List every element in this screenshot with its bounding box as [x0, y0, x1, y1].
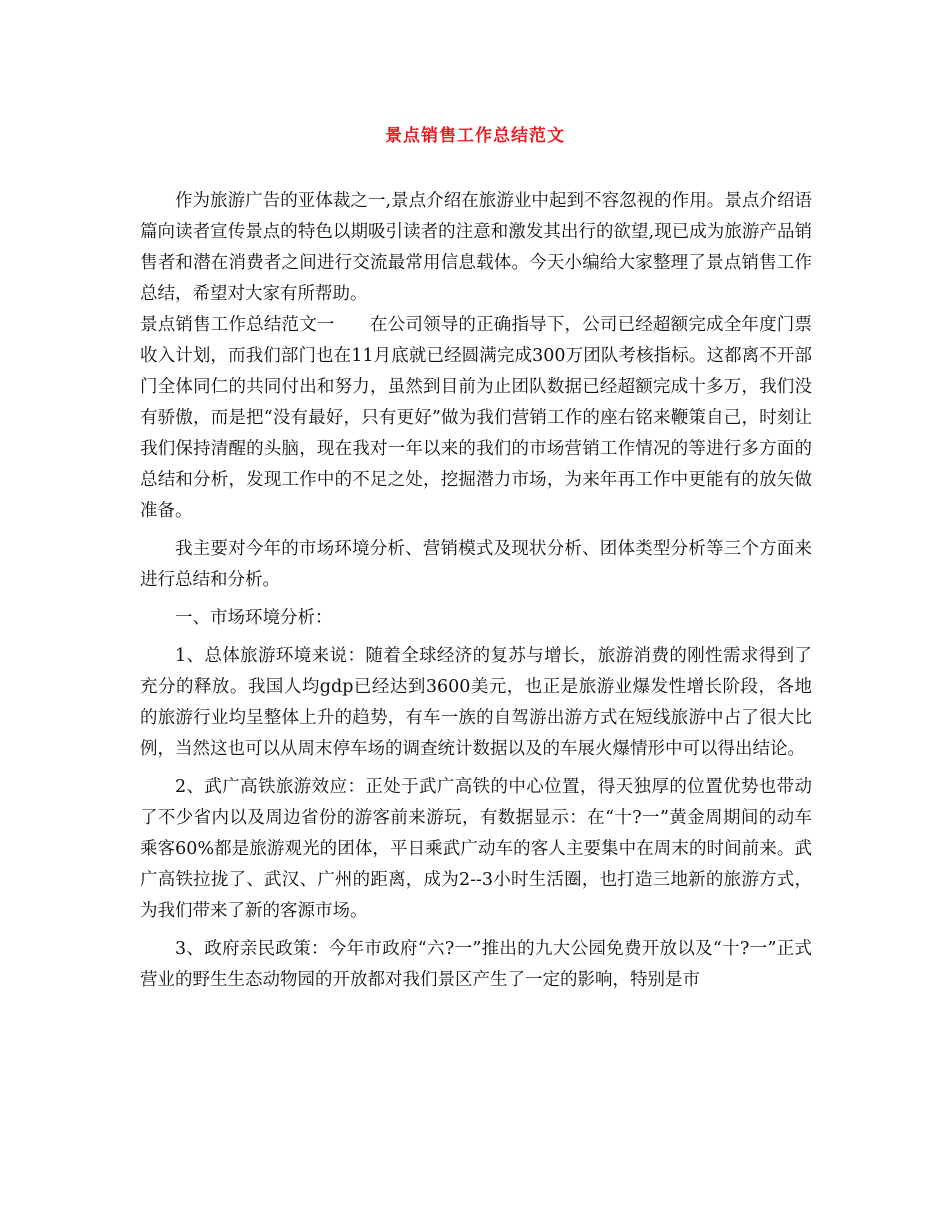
paragraph-item-1: 1、总体旅游环境来说：随着全球经济的复苏与增长，旅游消费的刚性需求得到了充分的释放。我国人均gdp已经达到3600美元，也正是旅游业爆发性增长阶段，各地的旅游行业均呈整体上升的趋势，有车一族的自驾游出游方式在短线旅游中占了很大比例，当然这也可以从周末停车场的调查统计数据以及的车展火爆情形中可以得出结论。: [140, 646, 812, 759]
paragraph-item-3: 3、政府亲民政策：今年市政府“六?一”推出的九大公园免费开放以及“十?一”正式营业的野生生态动物园的开放都对我们景区产生了一定的影响，特别是市: [140, 939, 812, 990]
paragraph-example-one: 景点销售工作总结范文一 在公司领导的正确指导下，公司已经超额完成全年度门票收入计划，而我们部门也在11月底就已经圆满完成300万团队考核指标。这都离不开部门全体同仁的共同付出和努力，虽然到目前为止团队数据已经超额完成十多万，我们没有骄傲，而是把“没有最好，只有更好”做为我们营销工作的座右铭来鞭策自己，时刻让我们保持清醒的头脑，现在我对一年以来的我们的市场营销工作情况的等进行多方面的总结和分析，发现工作中的不足之处，挖掘潜力市场，为来年再工作中更能有的放矢做准备。: [140, 315, 812, 521]
document-title: 景点销售工作总结范文: [385, 126, 565, 146]
paragraph-intro: 作为旅游广告的亚体裁之一,景点介绍在旅游业中起到不容忽视的作用。景点介绍语篇向读者宣传景点的特色以期吸引读者的注意和激发其出行的欲望,现已成为旅游产品销售者和潜在消费者之间进行交流最常用信息载体。今天小编给大家整理了景点销售工作总结，希望对大家有所帮助。: [140, 191, 812, 304]
paragraph-item-2: 2、武广高铁旅游效应：正处于武广高铁的中心位置，得天独厚的位置优势也带动了不少省内以及周边省份的游客前来游玩，有数据显示：在“十?一”黄金周期间的动车乘客60%都是旅游观光的团体，平日乘武广动车的客人主要集中在周末的时间前来。武广高铁拉拢了、武汉、广州的距离，成为2--3小时生活圈，也打造三地新的旅游方式，为我们带来了新的客源市场。: [140, 777, 812, 921]
section-heading-market: 一、市场环境分析：: [175, 608, 333, 628]
paragraph-overview: 我主要对今年的市场环境分析、营销模式及现状分析、团体类型分析等三个方面来进行总结和分析。: [140, 539, 812, 590]
document-body: [140, 186, 812, 1003]
